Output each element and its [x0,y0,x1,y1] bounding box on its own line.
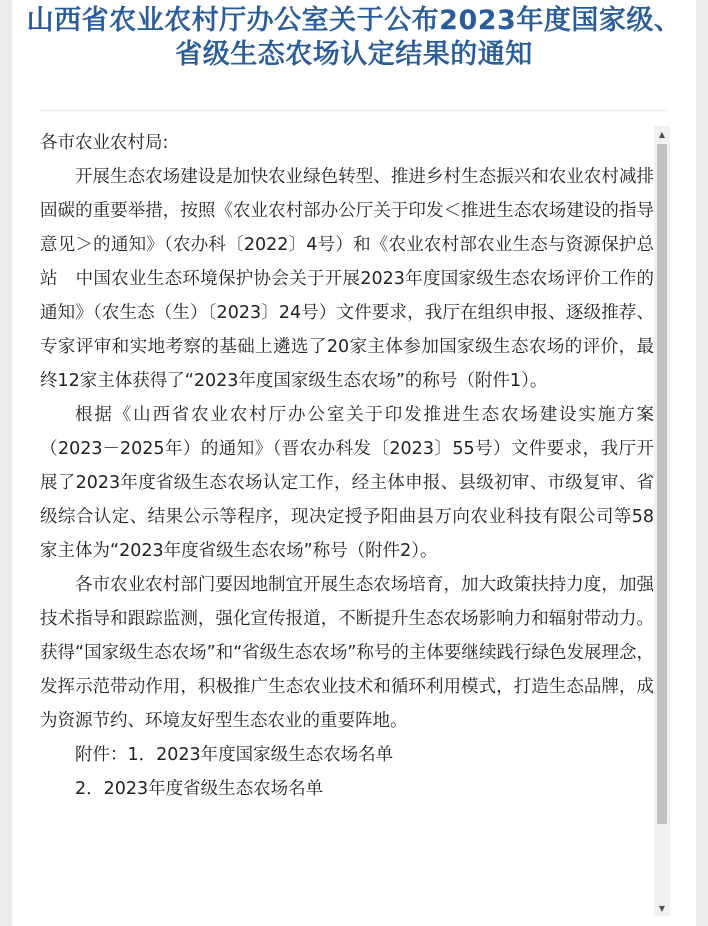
title-line-1: 山西省农业农村厅办公室关于公布2023年度国家级、 [26,5,682,36]
paragraph-1: 开展生态农场建设是加快农业绿色转型、推进乡村生态振兴和农业农村减排固碳的重要举措，按照《农业农村部办公厅关于印发＜推进生态农场建设的指导意见＞的通知》（农办科〔2022〕4号）和《农业农村部农业生态与资源保护总站 中国农业生态环境保护协会关于开展2023年度国家级生态农场评价工作的通知》（农生态（生）〔2023〕24号）文件要求，我厅在组织申报、逐级推荐、专家评审和实地考察的基础上遴选了20家主体参加国家级生态农场的评价，最终12家主体获得了“2023年度国家级生态农场”的称号（附件1）。 [40,167,654,391]
vertical-scrollbar[interactable] [654,126,670,916]
triangle-up-icon[interactable]: ▲ [658,129,666,139]
paragraph-2: 根据《山西省农业农村厅办公室关于印发推进生态农场建设实施方案（2023－2025年）的通知》（晋农办科发〔2023〕55号）文件要求，我厅开展了2023年度省级生态农场认定工作，经主体申报、县级初审、市级复审、省级综合认定、结果公示等程序，现决定授予阳曲县万向农业科技有限公司等58家主体为“2023年度省级生态农场”称号（附件2）。 [40,405,654,561]
scrollbar-thumb[interactable] [657,144,667,824]
attachment-2[interactable]: 2．2023年度省级生态农场名单 [75,779,324,799]
title-divider [40,110,668,111]
notice-body [40,126,654,926]
document-page [12,0,696,926]
attachment-1[interactable]: 附件：1．2023年度国家级生态农场名单 [75,745,394,765]
triangle-down-icon[interactable]: ▼ [658,903,666,913]
page-title [12,0,696,72]
salutation: 各市农业农村局: [40,133,169,153]
paragraph-3: 各市农业农村部门要因地制宜开展生态农场培育，加大政策扶持力度，加强技术指导和跟踪监测，强化宣传报道，不断提升生态农场影响力和辐射带动力。获得“国家级生态农场”和“省级生态农场”称号的主体要继续践行绿色发展理念，发挥示范带动作用，积极推广生态农业技术和循环利用模式，打造生态品牌，成为资源节约、环境友好型生态农业的重要阵地。 [40,575,654,731]
title-line-2: 省级生态农场认定结果的通知 [175,39,533,70]
